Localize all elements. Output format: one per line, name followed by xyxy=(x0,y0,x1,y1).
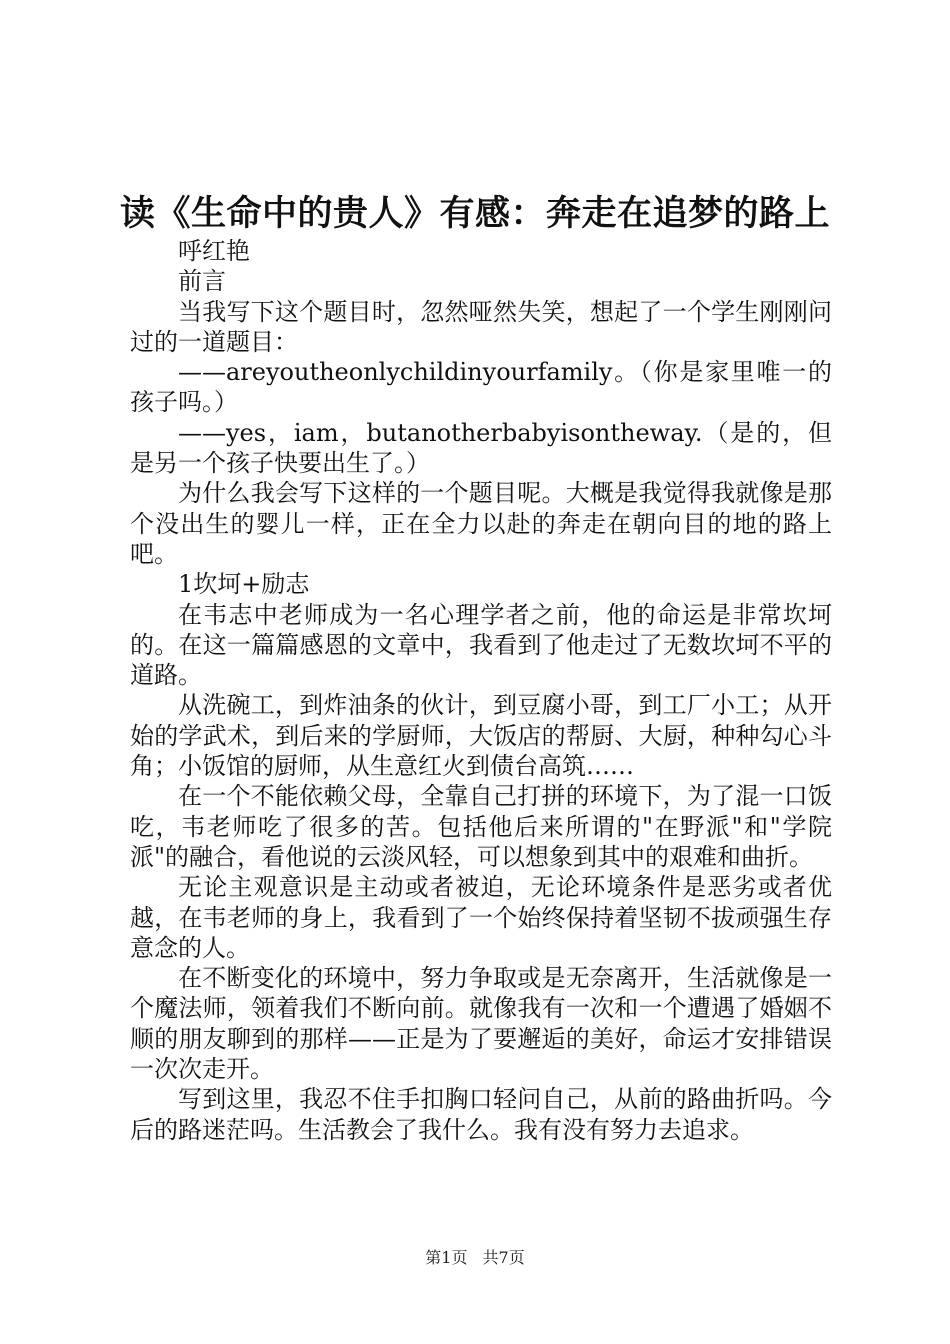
paragraph: 当我写下这个题目时，忽然哑然失笑，想起了一个学生刚刚问过的一道题目： xyxy=(130,297,832,356)
section-heading: 1坎坷+励志 xyxy=(178,570,310,599)
author-line: 呼红艳 xyxy=(178,237,250,265)
paragraph: 写到这里，我忍不住手扣胸口轻问自己，从前的路曲折吗。今后的路迷茫吗。生活教会了我什么。我有没有努力去追求。 xyxy=(130,1085,832,1144)
paragraph: 在不断变化的环境中，努力争取或是无奈离开，生活就像是一个魔法师，领着我们不断向前。就像我有一次和一个遭遇了婚姻不顺的朋友聊到的那样——正是为了要邂逅的美好，命运才安排错误一次次走开。 xyxy=(130,964,832,1084)
page-total: 共7页 xyxy=(482,1248,525,1267)
document-body xyxy=(130,236,832,1145)
paragraph: 从洗碗工，到炸油条的伙计，到豆腐小哥，到工厂小工；从开始的学武术，到后来的学厨师，大饭店的帮厨、大厨，种种勾心斗角；小饭馆的厨师，从生意红火到债台高筑…… xyxy=(130,691,832,781)
document-title: 读《生命中的贵人》有感：奔走在追梦的路上 xyxy=(119,193,830,234)
paragraph: 在韦志中老师成为一名心理学者之前，他的命运是非常坎坷的。在这一篇篇感恩的文章中，我看到了他走过了无数坎坷不平的道路。 xyxy=(130,600,832,690)
paragraph: ——yes，iam，butanotherbabyisontheway.（是的，但是另一个孩子快要出生了。） xyxy=(130,418,832,478)
paragraph: 无论主观意识是主动或者被迫，无论环境条件是恶劣或者优越，在韦老师的身上，我看到了一个始终保持着坚韧不拔顽强生存意念的人。 xyxy=(130,873,832,962)
page-footer xyxy=(0,1245,950,1268)
section-heading: 前言 xyxy=(178,267,226,296)
paragraph: 为什么我会写下这样的一个题目呢。大概是我觉得我就像是那个没出生的婴儿一样，正在全力以赴的奔走在朝向目的地的路上吧。 xyxy=(130,479,832,568)
paragraph: ——areyoutheonlychildinyourfamily。（你是家里唯一的孩子吗。） xyxy=(130,358,832,417)
page-number: 第1页 xyxy=(425,1248,468,1267)
paragraph: 在一个不能依赖父母，全靠自己打拼的环境下，为了混一口饭吃，韦老师吃了很多的苦。包括他后来所谓的"在野派"和"学院派"的融合，看他说的云淡风轻，可以想象到其中的艰难和曲折。 xyxy=(130,782,832,871)
